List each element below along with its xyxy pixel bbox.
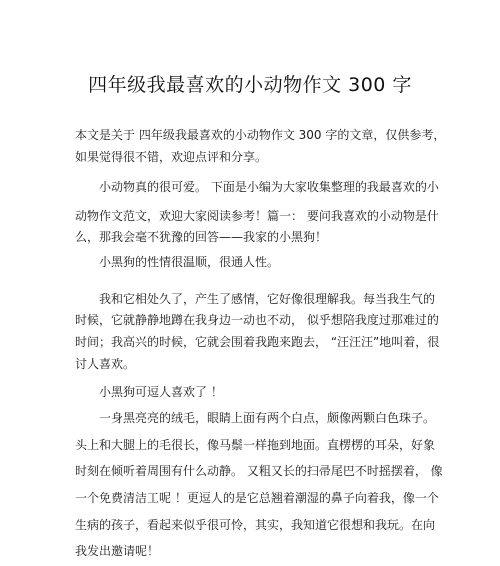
text-line: 小黑狗可逗人喜欢了 ！: [99, 385, 223, 399]
text-line: 一个免费清洁工呢 ！更逗人的是它总翘着潮湿的鼻子向着我，像一个: [75, 491, 439, 505]
text-line: 本文是关于 四年级我最喜欢的小动物作文 300 字的文章，仅供参考，: [75, 128, 446, 142]
text-line: 讨人喜欢。: [75, 357, 136, 371]
text-line: 小动物真的很可爱。 下面是小编为大家收集整理的我最喜欢的小: [99, 180, 439, 194]
text-line: 时间；我高兴的时候，它就会围着我跑来跑去， “汪汪汪”地叫着，很: [75, 335, 440, 349]
text-line: 时刻在倾听着周围有什么动静。 又粗又长的扫帚尾巴不时摇摆着， 像: [75, 464, 443, 478]
text-line: 么，那我会毫不犹豫的回答——我家的小黑狗！: [75, 230, 328, 244]
text-line: 如果觉得很不错，欢迎点评和分享。: [75, 150, 268, 164]
document-title: 四年级我最喜欢的小动物作文 300 字: [88, 74, 412, 96]
text-line: 小黑狗的性情很温顺，很通人性。: [99, 255, 280, 269]
text-line: 我发出邀请呢！: [75, 544, 160, 558]
text-line: 生病的孩子，看起来似乎很可怜，其实，我知道它很想和我玩。在向: [75, 518, 436, 532]
text-line: 动物作文范文，欢迎大家阅读参考！篇一： 要问我喜欢的小动物是什: [75, 209, 439, 223]
text-line: 时候，它就静静地蹲在我身边一动也不动， 似乎想陪我度过那难过的: [75, 313, 439, 327]
text-line: 我和它相处久了，产生了感情，它好像很理解我。每当我生气的: [99, 292, 436, 306]
text-line: 一身黑亮亮的绒毛，眼睛上面有两个白点，颇像两颗白色珠子。: [99, 411, 436, 425]
text-line: 头上和大腿上的毛很长，像马鬃一样拖到地面。直楞楞的耳朵，好象: [75, 438, 436, 452]
